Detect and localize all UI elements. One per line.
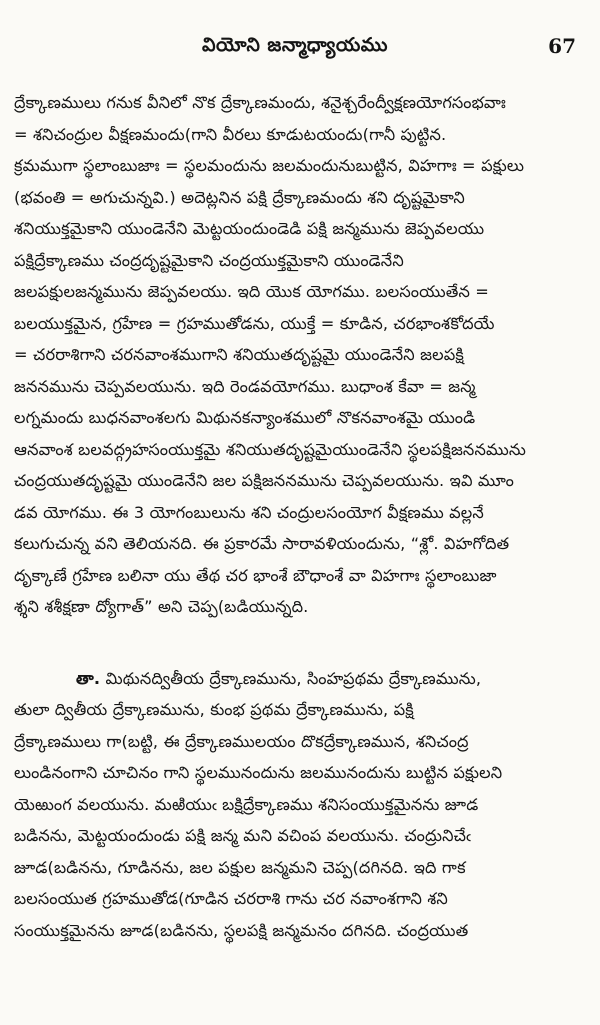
text-line: క్రమముగా స్థలాంబుజాః = స్థలమందును జలమందునుబుట్టిన, విహగాః = పక్షులు	[14, 156, 525, 175]
text-line: ఆనవాంశ బలవద్గ్రహసంయుక్తమై శనియుతదృష్టమైయుండెనేని స్థలపక్షిజననమును	[14, 439, 526, 459]
text-line: పక్షిద్రేక్కాణము చంద్రదృష్టమైకాని చంద్రయుక్తమైకాని యుండెనేని	[14, 250, 404, 270]
paragraph-2	[14, 663, 576, 947]
text-line: = శనిచంద్రుల వీక్షణమందు(గాని వీరలు కూడుటయందు(గానీ పుట్టిన.	[14, 124, 447, 144]
text-line: జలపక్షులజన్మమును జెప్పవలయు. ఇది యొక యోగము. బలసంయుతేన =	[14, 282, 489, 301]
text-line: బలయుక్తమైన, గ్రహేణ = గ్రహముతోడను, యుక్తే = కూడిన, చరభాంశకోదయే	[14, 313, 495, 333]
commentary-marker: తా.	[76, 668, 101, 688]
text-line: డవ యోగము. ఈ 3 యోగంబులును శని చంద్రులసంయోగ వీక్షణము వల్లనే	[14, 502, 484, 522]
text-line: శనియుక్తమైకాని యుండెనేని మెట్టయందుండెడి పక్షి జన్మమును జెప్పవలయు	[14, 219, 485, 238]
paragraph-gap	[14, 623, 576, 663]
text-line: శ్శని శశీక్షణా ద్యోగాత్” అని చెప్ప(బడియున్నది.	[14, 597, 309, 616]
text-line: జూడ(బడినను, గూడినను, జల పక్షుల జన్మమని చెప్ప(దగినది. ఇది గాక	[14, 857, 466, 877]
text-line: బలసంయుత గ్రహముతోడ(గూడిన చరరాశి గాను చర నవాంశగాని శని	[14, 889, 448, 908]
page-number: 67	[548, 34, 576, 58]
text-line: యెఱుంగ వలయును. మఱియుఁ బక్షిద్రేక్కాణము శనిసంయుక్తమైనను జూడ	[14, 794, 479, 814]
text-line: = చరరాశిగాని చరనవాంశముగాని శనియుతదృష్టమై యుండెనేని జలపక్షి	[14, 345, 464, 364]
text-line: లగ్నమందు బుధనవాంశలగు మిథునకన్యాంశములో నొకనవాంశమై యుండి	[14, 408, 476, 427]
paragraph-1	[14, 87, 576, 623]
text-line: బడినను, మెట్టయందుండు పక్షి జన్మ మని వచింప వలయును. చంద్రునిచేఁ	[14, 826, 471, 845]
text-line: ద్రేక్కాణములు గా(బట్టి, ఈ ద్రేక్కాణములయం దొకద్రేక్కాణమున, శనిచంద్ర	[14, 731, 469, 751]
text-line: కలుగుచున్న వని తెలియనది. ఈ ప్రకారమే సారావళియందును, “శ్లో. విహగోదిత	[14, 534, 510, 553]
text-line: జననమును చెప్పవలయును. ఇది రెండవయోగము. బుధాంశ కేవా = జన్మ	[14, 376, 476, 396]
chapter-title: వియోని జన్మాధ్యాయము	[202, 34, 388, 56]
text-line-content: మిథునద్వితీయ ద్రేక్కాణమును, సింహప్రథమ ద్రేక్కాణమును,	[100, 668, 482, 688]
text-line: తులా ద్వితీయ ద్రేక్కాణమును, కుంభ ప్రథమ ద్రేక్కాణమును, పక్షి	[14, 700, 414, 719]
text-line	[14, 663, 576, 695]
body-text	[14, 87, 576, 946]
text-line: ద్రేక్కాణములు గనుక వీనిలో నొక ద్రేక్కాణమందు, శనైశ్చరేంద్వీక్షణయోగసంభవాః	[14, 93, 506, 112]
page-header	[14, 0, 576, 72]
text-line: చంద్రయుతదృష్టమై యుండెనేని జల పక్షిజననమును చెప్పవలయును. ఇవి మూం	[14, 471, 515, 490]
text-line: దృక్కాణే గ్రహేణ బలినా యు తేథ చర భాంశే బౌధాంశే వా విహగాః స్థలాంబుజా	[14, 565, 497, 585]
text-line: లుండినంగాని చూచినం గాని స్థలమునందును జలమునందును బుట్టిన పక్షులని	[14, 763, 503, 782]
text-line: సంయుక్తమైనను జూడ(బడినను, స్థలపక్షి జన్మమనం దగినది. చంద్రయుత	[14, 920, 469, 940]
text-line: (భవంతి = అగుచున్నవి.) అదెట్లనిన పక్షి ద్రేక్కాణమందు శని దృష్టమైకాని	[14, 187, 465, 207]
